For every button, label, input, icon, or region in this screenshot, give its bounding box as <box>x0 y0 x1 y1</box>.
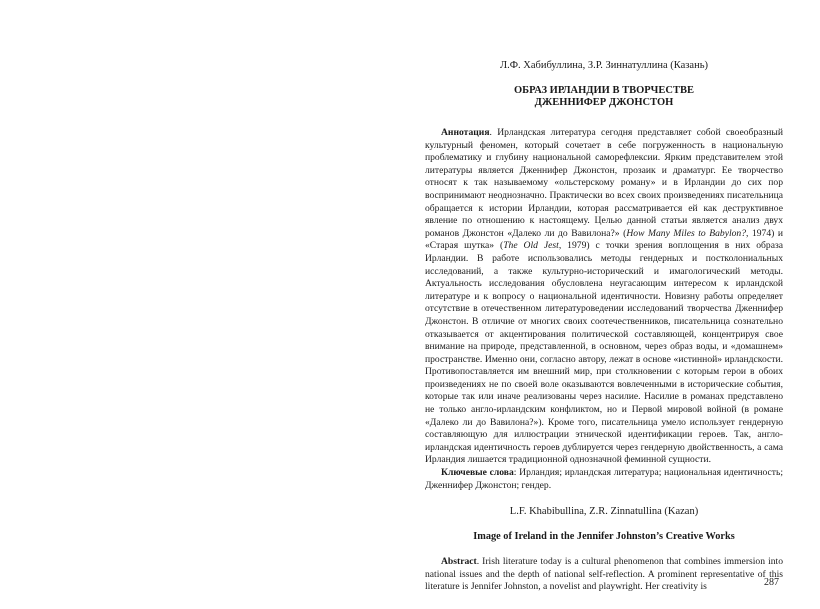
abstract-text-1: . Ирландская литература сегодня представляет собой своеобразный культурный феномен, который сочетает в себе погруженность в национальную проблематику и глубину национальной саморефлексии. Ярким представителем этой литературы является Дженнифер Джонстон, прозаик и драматург. Ее творчество относят к так называемому «ольстерскому роману» и в Ирландии до сих пор воспринимают неоднозначно. Практически во всех своих произведениях писательница обращается к истории Ирландии, которая рассматривается ей как деструктивное явление по отношению к настоящему. Целью данной статьи является анализ двух романов Джонстон «Далеко ли до Вавилона?» ( <box>425 127 783 239</box>
article-title-english: Image of Ireland in the Jennifer Johnston’s Creative Works <box>473 531 735 543</box>
abstract-italic-title-2: The Old Jest <box>503 240 559 252</box>
abstract-english <box>425 556 783 594</box>
article-title-russian <box>425 85 783 109</box>
abstract-text-english: . Irish literature today is a cultural phenomenon that combines immersion into national issues and the depth of national self-reflection. A prominent representative of this literature is Jennifer Johnston, a novelist and playwright. Her creativity is <box>425 556 783 593</box>
authors-english: L.F. Khabibullina, Z.R. Zinnatullina (Kazan) <box>509 506 699 518</box>
abstract-italic-title-1: How Many Miles to Babylon? <box>626 227 747 239</box>
page-number: 287 <box>764 577 779 588</box>
title-line-2: ДЖЕННИФЕР ДЖОНСТОН <box>534 97 674 108</box>
keywords-russian <box>425 467 783 492</box>
abstract-text-2: , 1974) и «Старая шутка» ( <box>425 227 784 252</box>
article-column <box>425 60 783 594</box>
abstract-label-english: Abstract <box>441 556 477 568</box>
title-line-1: ОБРАЗ ИРЛАНДИИ В ТВОРЧЕСТВЕ <box>514 85 694 96</box>
abstract-text-3: , 1979) с точки зрения воплощения в них образа Ирландии. В работе использовались методы гендерных и постколониальных исследований, а также культурно-исторический и имагологический методы. Актуальность исследования обусловлена неугасающим интересом к ирландской литературе и к вопросу о национальной идентичности. Новизну работы определяет отсутствие в отечественном литературоведении исследований творчества Дженнифер Джонстон. В отличие от многих своих соотечественников, писательница сознательно отказывается от акцентирования политической составляющей, концентрируя свое внимание на природе, представленной, в основном, через образ воды, и «домашнем» пространстве. Именно они, согласно автору, лежат в основе «истинной» ирландскости. Противопоставляется им внешний мир, при столкновении с которым герои в обоих произведениях не по своей воле оказываются вовлеченными в исторические события, которые так или иначе реализованы через насилие. Насилие в романах представлено не только англо-ирландским конфликтом, но и Первой мировой войной (в романе «Далеко ли до Вавилона?»). Кроме того, писательница умело использует гендерную составляющую для иллюстрации этнической идентификации героев. Так, англо-ирландская идентичность героев дублируется через гендерную двойственность, а сама Ирландия лишается традиционной однозначной феминной сущности. <box>425 240 784 466</box>
authors-russian: Л.Ф. Хабибуллина, З.Р. Зиннатуллина (Казань) <box>499 60 708 71</box>
abstract-label: Аннотация <box>441 127 490 138</box>
keywords-label: Ключевые слова <box>441 467 514 479</box>
keywords-text: : Ирландия; ирландская литература; национальная идентичность; Дженнифер Джонстон; гендер. <box>425 467 783 491</box>
abstract-russian <box>425 127 783 467</box>
